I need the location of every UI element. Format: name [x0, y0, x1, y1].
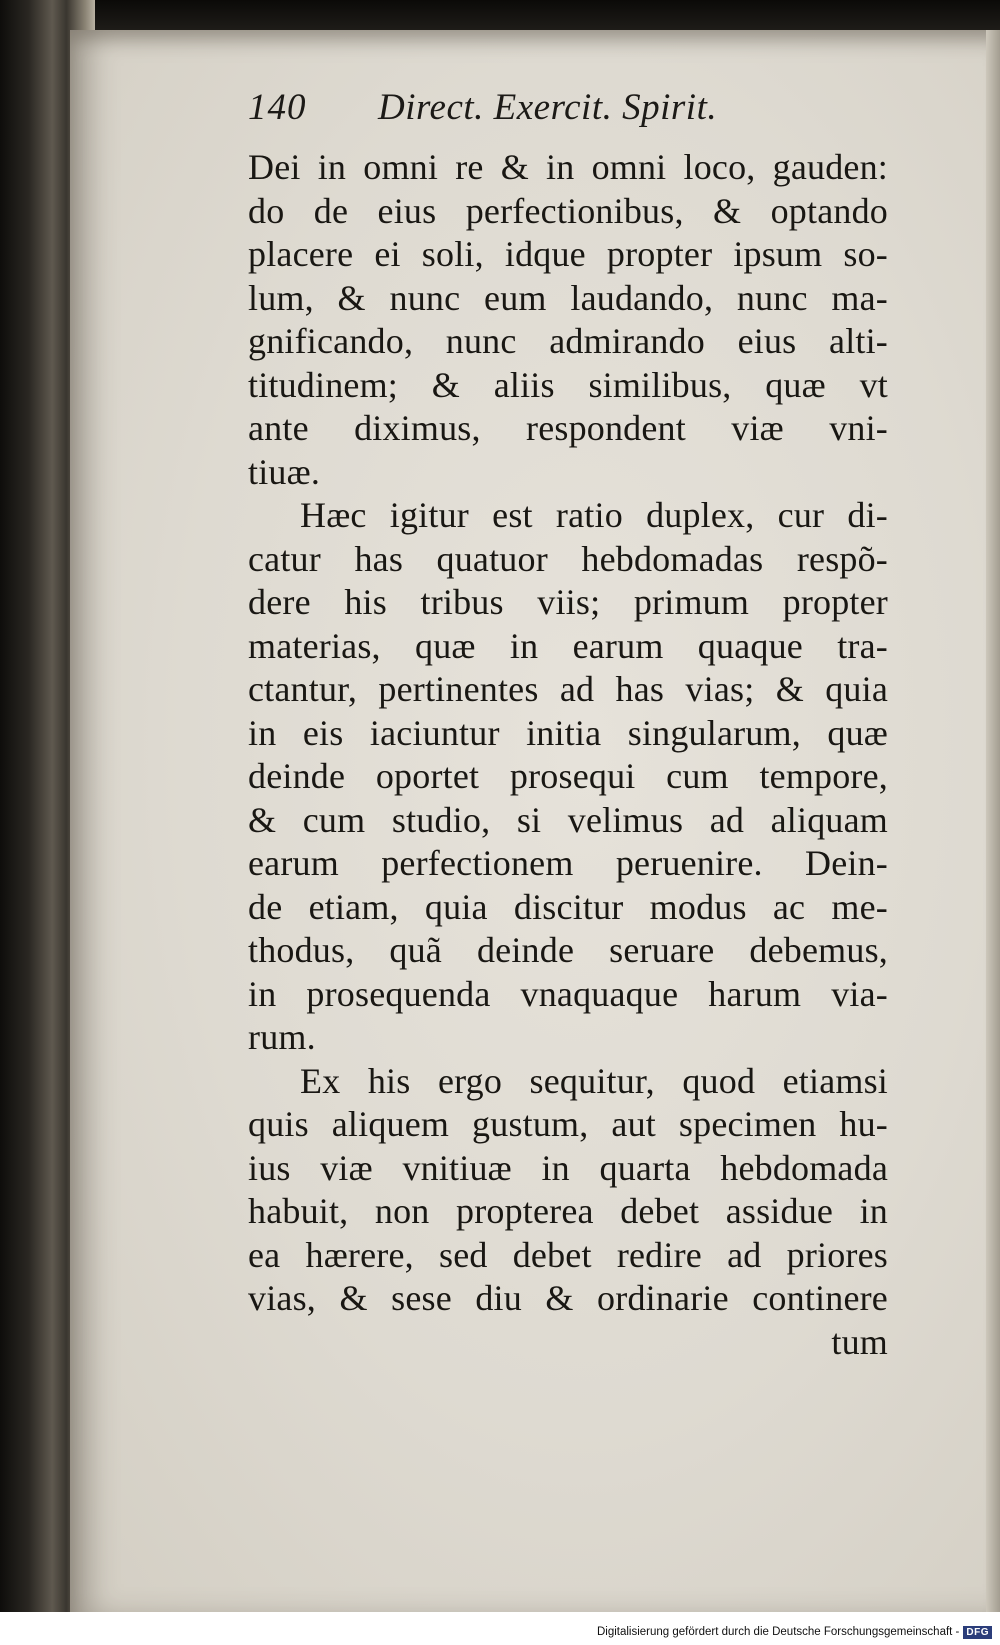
text-line: de etiam, quia discitur modus ac me-: [248, 886, 888, 927]
text-line: dere his tribus viis; primum propter: [248, 582, 888, 622]
text-line: & cum studio, si velimus ad aliquam: [248, 799, 888, 840]
text-line: ctantur, pertinentes ad has vias; & quia: [248, 669, 888, 709]
text-line: rum.: [248, 1017, 316, 1057]
text-line: gnificando, nunc admirando eius alti-: [248, 321, 888, 361]
running-title: Direct. Exercit. Spirit.: [378, 87, 718, 128]
text-line: earum perfectionem peruenire. Dein-: [248, 843, 888, 883]
text-line: placere ei soli, idque propter ipsum so-: [248, 234, 888, 274]
text-line: materias, quæ in earum quaque tra-: [248, 625, 888, 666]
running-header: [248, 86, 888, 136]
credit-text: Digitalisierung gefördert durch die Deutsche Forschungsgemeinschaft -: [596, 1626, 960, 1638]
text-line: deinde oportet prosequi cum tempore,: [248, 756, 888, 796]
text-line: habuit, non propterea debet assidue in: [248, 1191, 888, 1231]
paragraph-first-line: Hæc igitur est ratio duplex, cur di-: [300, 495, 888, 535]
text-line: ius viæ vnitiuæ in quarta hebdomada: [248, 1147, 888, 1188]
text-line: in eis iaciuntur initia singularum, quæ: [248, 712, 888, 753]
digitization-credit: [597, 1622, 992, 1642]
body-text: [248, 146, 888, 1364]
text-line: thodus, quã deinde seruare debemus,: [248, 930, 888, 970]
text-line: titudinem; & aliis similibus, quæ vt: [248, 364, 888, 405]
text-line: lum, & nunc eum laudando, nunc ma-: [248, 277, 888, 318]
text-line: Dei in omni re & in omni loco, gauden:: [248, 147, 888, 187]
text-line: catur has quatuor hebdomadas respõ-: [248, 538, 888, 579]
catchword: tum: [831, 1321, 888, 1362]
dfg-logo: DFG: [963, 1626, 992, 1639]
page-number: 140: [248, 87, 307, 128]
text-line: in prosequenda vnaquaque harum via-: [248, 973, 888, 1014]
text-line: tiuæ.: [248, 451, 321, 492]
text-line: do de eius perfectionibus, & optando: [248, 190, 888, 231]
text-line: quis aliquem gustum, aut specimen hu-: [248, 1104, 888, 1144]
text-line: ea hærere, sed debet redire ad priores: [248, 1234, 888, 1275]
text-line: ante diximus, respondent viæ vni-: [248, 408, 888, 448]
text-line: vias, & sese diu & ordinarie continere: [248, 1278, 888, 1318]
paragraph-first-line: Ex his ergo sequitur, quod etiamsi: [300, 1060, 888, 1101]
page-right-edge: [986, 30, 1000, 1620]
scan-top-border: [0, 0, 1000, 32]
